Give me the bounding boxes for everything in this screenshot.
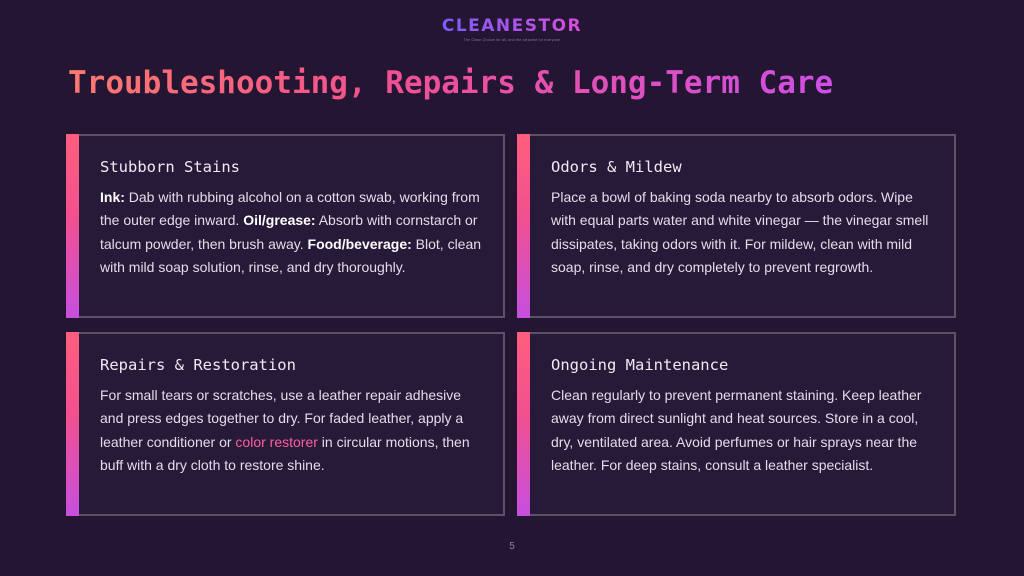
card-title: Stubborn Stains [100,158,240,176]
card-title: Repairs & Restoration [100,356,296,374]
food-label: Food/beverage: [307,235,412,252]
oil-label: Oil/grease: [243,212,316,229]
logo-tagline: The Clean Choice for all, and the cleanest for everyone [463,38,561,42]
card-body: Clean regularly to prevent permanent staining. Keep leather away from direct sunlight and heat sources. Store in a cool, dry, ventilated area. Avoid perfumes or hair sprays near the leather. For deep stains, consult a leather specialist. [551,387,922,473]
color-restorer-highlight: color restorer [235,433,318,450]
repairs-text-after: in circular motions, then buff with a dry cloth to restore shine. [100,433,470,473]
page-number: 5 [509,541,515,552]
ink-label: Ink: [100,189,125,205]
card-stubborn-stains [66,134,505,318]
slide-title: Troubleshooting, Repairs & Long-Term Care [68,62,833,104]
card-body [100,384,485,477]
card-body: Place a bowl of baking soda nearby to absorb odors. Wipe with equal parts water and white vinegar — the vinegar smell dissipates, taking odors with it. For mildew, clean with mild soap, rinse, and dry completely to prevent regrowth. [551,189,929,275]
food-text: Blot, clean with mild soap solution, rinse, and dry thoroughly. [100,235,482,275]
logo [0,16,1024,42]
oil-text: Absorb with cornstarch or talcum powder, then brush away. [100,212,478,252]
card-title: Ongoing Maintenance [551,356,729,374]
card-title: Odors & Mildew [551,158,682,176]
card-odors-mildew [517,134,956,318]
logo-wordmark: CLEANESTOR [441,16,583,36]
card-repairs-restoration [66,332,505,516]
repairs-text-before: For small tears or scratches, use a leather repair adhesive and press edges together to dry. For faded leather, apply a leather conditioner or [100,387,464,450]
card-body [100,186,485,279]
card-ongoing-maintenance [517,332,956,516]
ink-text: Dab with rubbing alcohol on a cotton swab, working from the outer edge inward. [100,189,480,229]
